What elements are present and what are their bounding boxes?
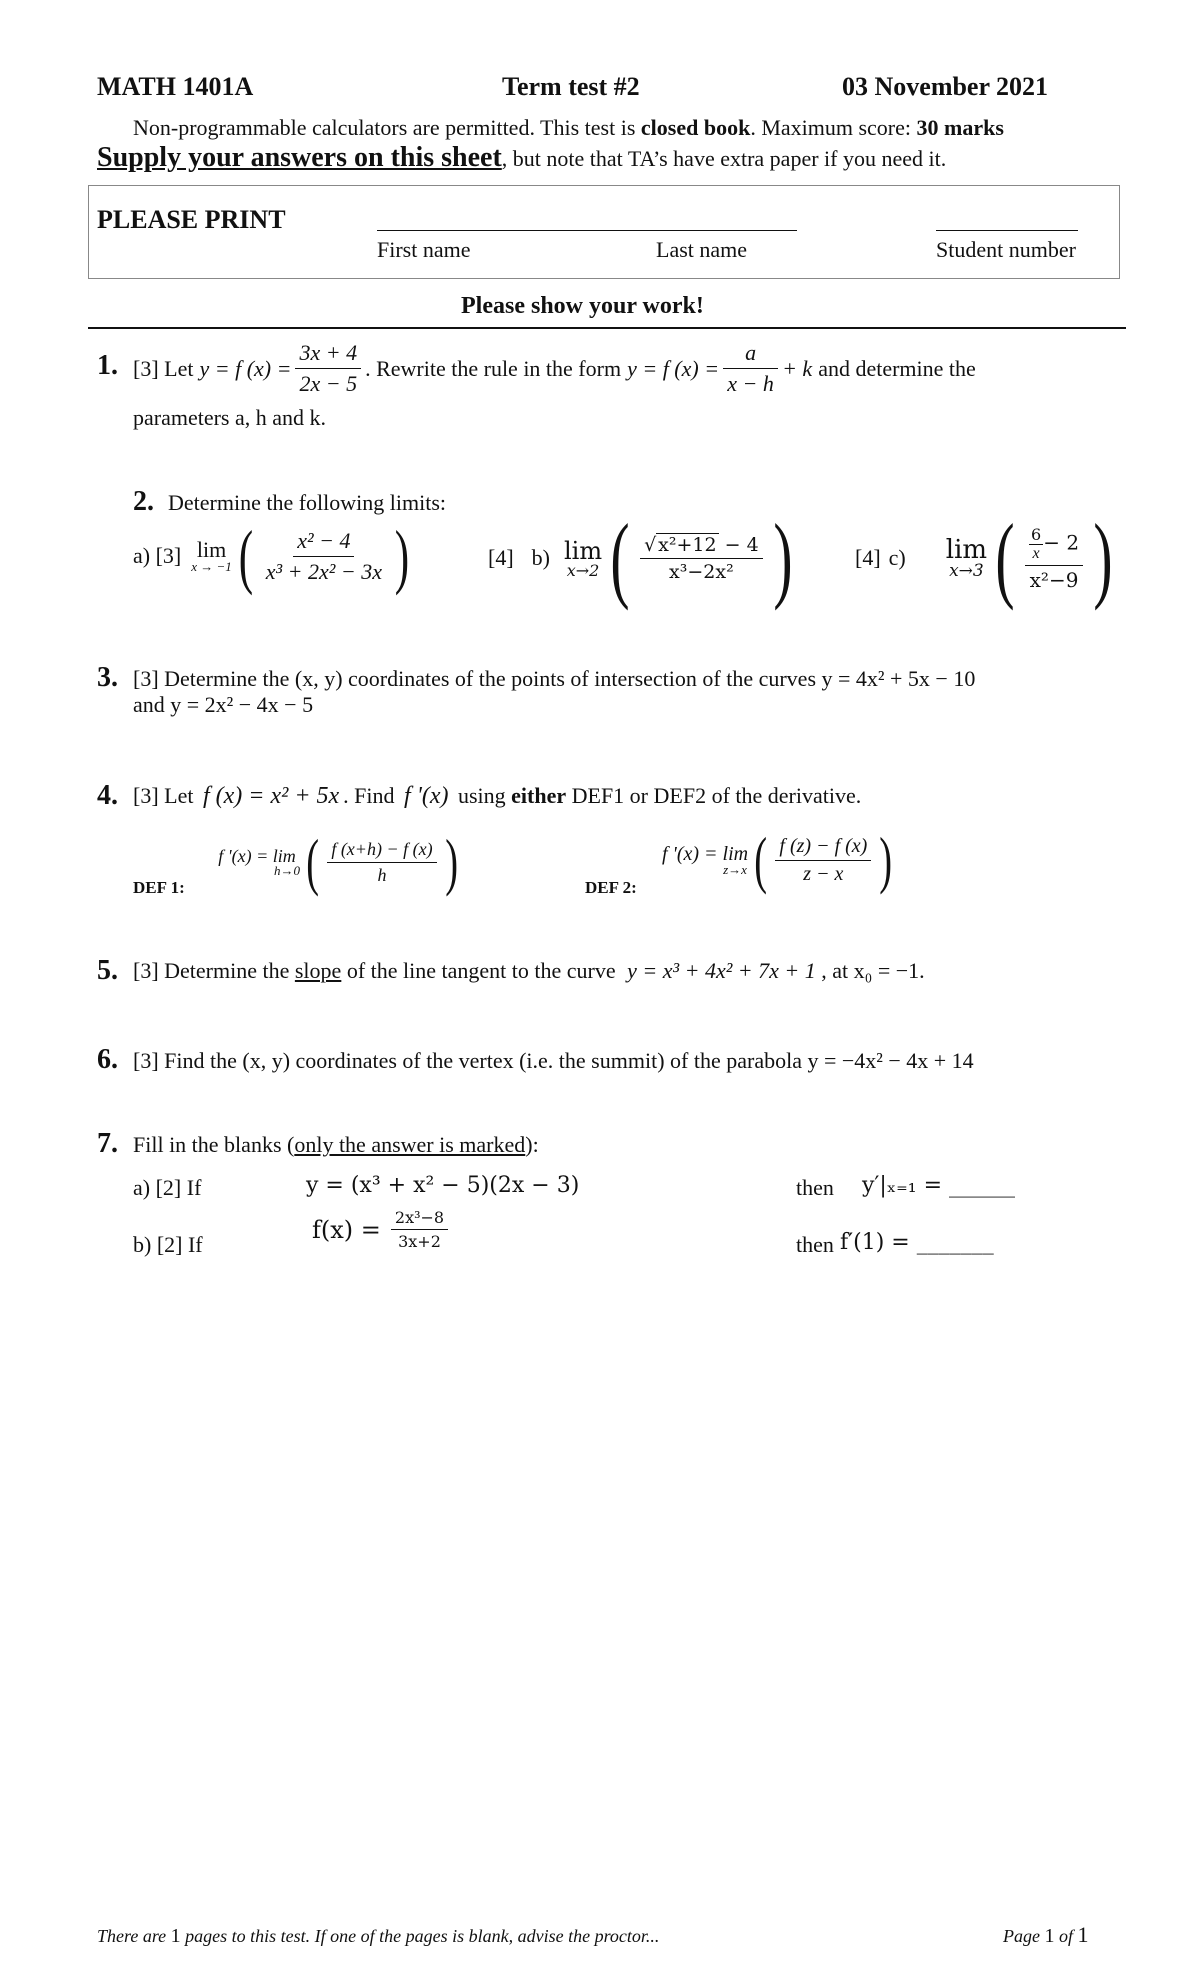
last-name-label: Last name [656,237,748,262]
q7-only-answer: only the answer is marked [294,1132,526,1157]
intro-text: . Maximum score: [750,115,917,140]
q7b-then: then [796,1232,834,1257]
def2-numerator: f (z) − f (x) [775,835,871,861]
right-paren: ) [444,826,458,897]
q4-text: DEF1 or DEF2 of the derivative. [571,783,862,808]
def2-label: DEF 2: [585,878,637,897]
q2b-numerator: √ x²+12 − 4 [640,534,763,559]
left-paren: ( [306,826,320,897]
supply-answers: Supply your answers on this sheet [97,142,502,173]
intro-text: , but note that TA’s have extra paper if you need it. [501,146,947,171]
q6-line: [3] Find the (x, y) coordinates of the vertex (i.e. the summit) of the parabola y = −4x² − 4x + 14 [133,1048,974,1073]
def1-fraction [327,839,436,886]
please-print-label: PLEASE PRINT [97,205,286,234]
q5-slope: slope [294,958,342,983]
q5-number: 5. [97,955,118,986]
name-blank[interactable] [377,230,797,231]
page-count: 1 [170,1925,181,1947]
q7b-answer-blank[interactable]: f′(1) = _______ [840,1230,994,1255]
q2b-label: b) [531,545,550,570]
footer-right [1003,1922,1089,1948]
lim-text: lim [196,537,227,562]
test-date: 03 November 2021 [842,72,1049,101]
test-title: Term test #2 [502,72,640,101]
lim-subscript: z→x [723,861,747,877]
lim-subscript: h→0 [274,862,300,878]
q5-line [133,958,925,984]
q7a-then: then [796,1175,834,1200]
page-label: Page [1003,1926,1045,1946]
q1-text-end: and determine the [818,355,976,381]
q7b-expression [312,1208,452,1251]
q1-form-fraction [723,340,778,397]
def2-fraction [775,835,871,886]
q1-text: . Rewrite the rule in the form [365,355,622,381]
lim-subscript: x→3 [949,561,984,581]
q2b-marks: [4] [488,545,514,570]
q4-text: using [457,783,506,808]
q2a-numerator: x² − 4 [293,528,354,557]
right-paren: ) [1093,504,1113,611]
q1-number: 1. [97,350,118,381]
lim-subscript: x → −1 [191,559,232,574]
q2c-num-rest: − 2 [1043,530,1080,554]
q2c-numerator [1025,525,1083,566]
footer-text: pages to this test. If one of the pages is blank, advise the proctor... [180,1926,660,1946]
def2-lim [662,843,748,878]
q2b-lim [564,537,602,580]
inner-numerator: 6 [1031,524,1042,544]
def2-denominator: z − x [803,862,844,885]
q2a-denominator: x³ + 2x² − 3x [265,558,382,584]
q1-numerator: 3x + 4 [295,340,361,369]
def1-denominator: h [377,864,387,885]
lim-text: lim [563,536,603,565]
q2c-marks: [4] [855,545,881,570]
course-code: MATH 1401A [97,72,254,101]
left-paren: ( [754,824,768,895]
q2b-denominator: x³−2x² [669,560,734,583]
max-score: 30 marks [916,115,1004,140]
lim-text: lim [945,535,988,565]
q7b-label: b) [2] If [133,1232,203,1257]
footer-text: There are [97,1926,171,1946]
q1-fraction [295,340,361,397]
q2c [855,504,1119,611]
q1-marks: [3] Let [133,355,194,381]
q2a-label: a) [3] [133,543,182,568]
lim-text: f '(x) = lim [218,845,296,866]
q3-number: 3. [97,662,118,693]
q2a-fraction [262,528,386,585]
q2-text: Determine the following limits: [168,490,447,515]
q2c-inner-fraction [1029,525,1043,563]
show-work-heading: Please show your work! [461,293,704,319]
def1-numerator: f (x+h) − f (x) [327,839,436,863]
q2c-label: c) [888,545,906,570]
def1-label: DEF 1: [133,878,185,897]
intro-line-2 [97,142,946,174]
q1-form-denominator: x − h [727,371,774,396]
q2-number: 2. [133,486,154,517]
q2b [488,504,799,611]
q7a-answer-blank[interactable]: y′|ₓ₌₁ = ______ [862,1173,1016,1198]
q2c-denominator: x²−9 [1029,567,1079,592]
q1-denominator: 2x − 5 [299,371,358,396]
student-number-blank[interactable] [936,230,1078,231]
student-number-label: Student number [936,237,1076,262]
q1-line-2: parameters a, h and k. [133,405,327,430]
q1-function: y = f (x) = [199,355,292,381]
right-paren: ) [773,504,793,611]
q4-function: f (x) = x² + 5x [202,783,340,809]
page-total: 1 [1077,1922,1089,1947]
q7b-denominator: 3x+2 [398,1232,441,1251]
q7a-expression: y = (x³ + x² − 5)(2x − 3) [306,1173,580,1198]
inner-denominator: x [1032,544,1040,562]
footer-left [97,1925,659,1948]
q5-curve: y = x³ + 4x² + 7x + 1 [627,958,816,983]
q2b-fraction [640,534,763,583]
def2-label-text: DEF 2 [585,878,632,897]
q7-text: Fill in the blanks ( [133,1132,295,1157]
left-paren: ( [238,516,253,596]
q7-text: ): [525,1132,539,1157]
q2c-lim [946,535,987,581]
q1-plus-k: + k [782,355,813,381]
q2a-lim [191,537,232,575]
closed-book: closed book [640,115,751,140]
lim-text: f '(x) = lim [662,842,749,865]
q5-text: of the line tangent to the curve [346,958,616,983]
q2b-num-rest: − 4 [718,533,759,556]
right-paren: ) [394,516,410,596]
q1-form-numerator: a [723,340,778,369]
q7a-label: a) [2] If [133,1175,202,1200]
def1-lim [214,846,300,879]
q4-derivative: f '(x) [404,783,449,809]
def1-label-text: DEF 1 [133,878,180,897]
right-paren: ) [879,824,893,895]
q7-line [133,1132,539,1158]
q4-text: . Find [343,783,395,808]
page-number: 1 [1044,1925,1055,1947]
left-paren: ( [610,504,630,611]
q2b-sqrt: x²+12 [658,533,717,556]
q5-text: [3] Determine the [133,958,290,983]
q4-number: 4. [97,780,118,811]
q4-either: either [511,783,567,808]
left-paren: ( [995,504,1015,611]
def2-formula [660,824,897,895]
q7b-fraction [391,1208,448,1251]
q4-text: [3] Let [133,783,194,808]
def1-formula [212,826,462,897]
q1-form: y = f (x) = [627,355,720,381]
divider [88,327,1126,329]
q3-line-2: and y = 2x² − 4x − 5 [133,692,314,717]
page-of: of [1054,1926,1078,1946]
intro-line-1 [133,115,1004,141]
lim-subscript: x→2 [566,560,600,580]
q3-line-1: [3] Determine the (x, y) coordinates of the points of intersection of the curves y = 4x² + 5x − 10 [133,666,976,691]
q4-line [133,783,861,810]
q7b-numerator: 2x³−8 [391,1208,448,1230]
q6-number: 6. [97,1044,118,1075]
q5-text: , at x₀ = −1. [821,958,925,983]
first-name-label: First name [377,237,471,262]
q7b-lhs: f(x) = [312,1215,381,1244]
q2c-fraction [1025,525,1083,592]
q2a [133,516,414,596]
q1-line [133,340,976,397]
intro-text: Non-programmable calculators are permitted. This test is [133,115,641,140]
q7-number: 7. [97,1128,118,1159]
